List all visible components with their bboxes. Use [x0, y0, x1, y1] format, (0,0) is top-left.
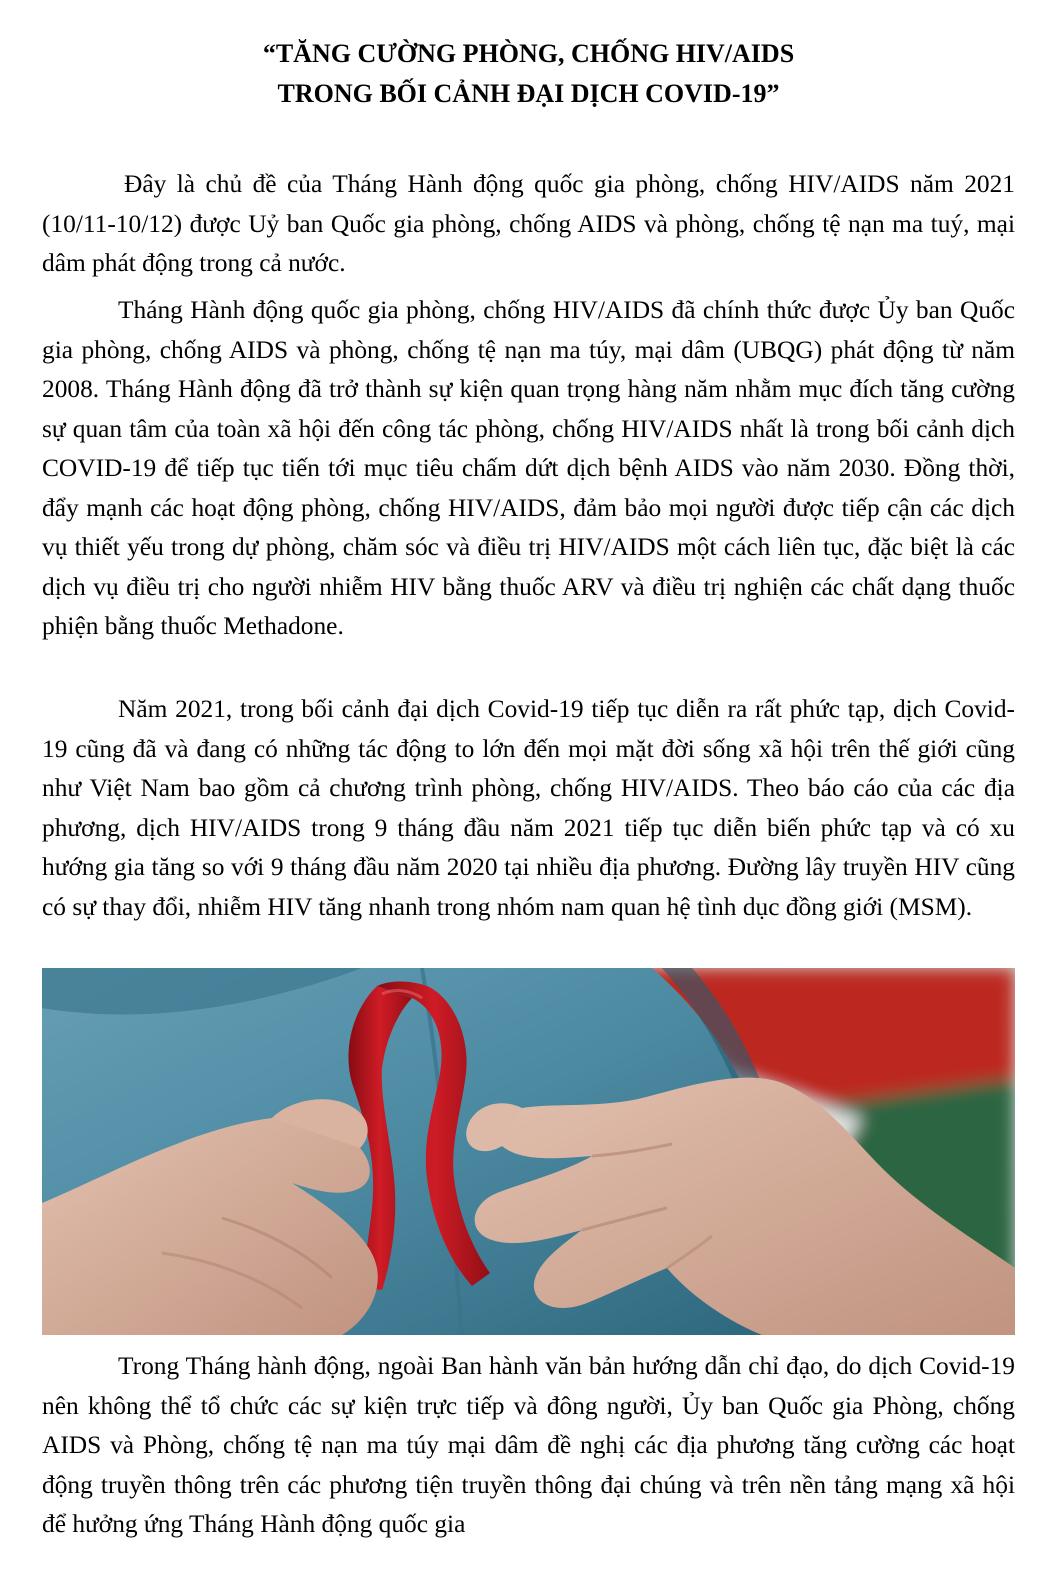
red-ribbon-photo: [42, 968, 1015, 1335]
title-line-1: “TĂNG CƯỜNG PHÒNG, CHỐNG HIV/AIDS: [262, 39, 795, 68]
paragraph-situation-2021: Năm 2021, trong bối cảnh đại dịch Covid-19 tiếp tục diễn ra rất phức tạp, dịch Covid-19 cũng đã và đang có những tác động to lớn đến mọi mặt đời sống xã hội trên thế giới cũng như Việt Nam bao gồm cả chương trình phòng, chống HIV/AIDS. Theo báo cáo của các địa phương, dịch HIV/AIDS trong 9 tháng đầu năm 2021 tiếp tục diễn biến phức tạp và có xu hướng gia tăng so với 9 tháng đầu năm 2020 tại nhiều địa phương. Đường lây truyền HIV cũng có sự thay đổi, nhiễm HIV tăng nhanh trong nhóm nam quan hệ tình dục đồng giới (MSM).: [42, 695, 1015, 921]
document-title: [42, 34, 1015, 114]
paragraph-activities: Trong Tháng hành động, ngoài Ban hành văn bản hướng dẫn chỉ đạo, do dịch Covid-19 nên không thể tổ chức các sự kiện trực tiếp và đông người, Ủy ban Quốc gia Phòng, chống AIDS và Phòng, chống tệ nạn ma túy mại dâm đề nghị các địa phương tăng cường các hoạt động truyền thông trên các phương tiện truyền thông đại chúng và trên nền tảng mạng xã hội để hưởng ứng Tháng Hành động quốc gia: [42, 1352, 1015, 1538]
paragraph-background: Tháng Hành động quốc gia phòng, chống HIV/AIDS đã chính thức được Ủy ban Quốc gia phòng, chống AIDS và phòng, chống tệ nạn ma túy, mại dâm (UBQG) phát động từ năm 2008. Tháng Hành động đã trở thành sự kiện quan trọng hàng năm nhằm mục đích tăng cường sự quan tâm của toàn xã hội đến công tác phòng, chống HIV/AIDS nhất là trong bối cảnh dịch COVID-19 để tiếp tục tiến tới mục tiêu chấm dứt dịch bệnh AIDS vào năm 2030. Đồng thời, đẩy mạnh các hoạt động phòng, chống HIV/AIDS, đảm bảo mọi người được tiếp cận các dịch vụ thiết yếu trong dự phòng, chăm sóc và điều trị HIV/AIDS một cách liên tục, đặc biệt là các dịch vụ điều trị cho người nhiễm HIV bằng thuốc ARV và điều trị nghiện các chất dạng thuốc phiện bằng thuốc Methadone.: [42, 296, 1015, 640]
title-line-2: TRONG BỐI CẢNH ĐẠI DỊCH COVID-19”: [277, 79, 780, 108]
paragraph-intro: Đây là chủ đề của Tháng Hành động quốc gia phòng, chống HIV/AIDS năm 2021 (10/11-10/12) được Uỷ ban Quốc gia phòng, chống AIDS và phòng, chống tệ nạn ma tuý, mại dâm phát động trong cả nước.: [42, 170, 1015, 277]
